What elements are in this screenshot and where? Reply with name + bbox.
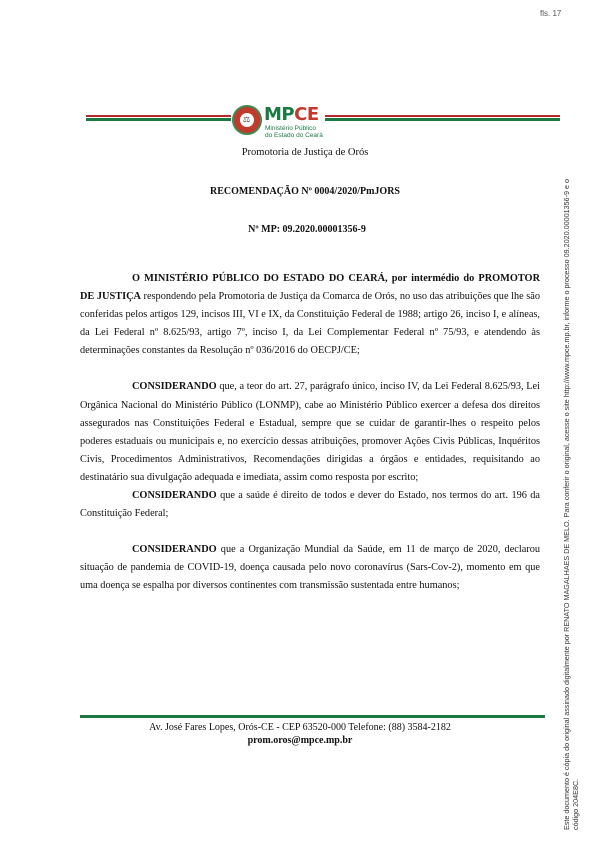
- paragraph-considerando-2: CONSIDERANDO que a saúde é direito de todos e dever do Estado, nos termos do art. 196 da Constituição Federal;: [80, 490, 540, 520]
- footer-email: prom.oros@mpce.mp.br: [247, 735, 353, 746]
- promotoria-name: Promotoria de Justiça de Orós: [241, 147, 369, 158]
- header-rule-left: [86, 115, 231, 121]
- document-title: RECOMENDAÇÃO Nº 0004/2020/PmJORS: [210, 186, 400, 197]
- document-body: [80, 270, 540, 596]
- paragraph-considerando-1: CONSIDERANDO que, a teor do art. 27, parágrafo único, inciso IV, da Lei Federal 8.625/93, Lei Orgânica Nacional do Ministério Público (LONMP), cabe ao Ministério Público exercer a defesa dos direitos assegurados nas Constituições Federal e Estadual, sempre que se cuidar de garantir-lhes o respeito pelos poderes estaduais ou municipais e, no exercício dessas atribuições, promover Ações Civis Públicas, Inquéritos Civis, Procedimentos Administrativos, Recomendações dirigidas a órgãos e entidades, requisitando ao destinatário sua divulgação adequada e imediata, assim como resposta por escrito;: [80, 381, 540, 483]
- footer-address: Av. José Fares Lopes, Orós-CE - CEP 63520-000 Telefone: (88) 3584-2182: [149, 722, 451, 733]
- logo-subtitle: Ministério Público do Estado do Ceará: [265, 125, 323, 139]
- page-number: fls. 17: [540, 9, 562, 18]
- mpce-logo: [232, 105, 324, 145]
- scales-of-justice-emblem-icon: ⚖: [232, 105, 262, 135]
- footer-rule: [80, 715, 545, 718]
- logo-wordmark: MPCE: [264, 104, 319, 125]
- digital-signature-stamp: [562, 50, 580, 830]
- mp-number: Nº MP: 09.2020.00001356-9: [248, 224, 366, 235]
- paragraph-considerando-3: CONSIDERANDO que a Organização Mundial da Saúde, em 11 de março de 2020, declarou situação de pandemia de COVID-19, doença causada pelo novo coronavírus (Sars-Cov-2), momento em que uma doença se espalha por diversos continentes com transmissão sustentada entre humanos;: [80, 544, 540, 592]
- stamp-line-2: código 204E8C.: [571, 778, 580, 830]
- paragraph-preamble: O MINISTÉRIO PÚBLICO DO ESTADO DO CEARÁ, por intermédio do PROMOTOR DE JUSTIÇA respondendo pela Promotoria de Justiça da Comarca de Orós, no uso das atribuições que lhe são conferidas pelos artigos 129, incisos III, VI e IX, da Constituição Federal de 1988; artigo 26, inciso I, e alíneas, da Lei Federal nº 8.625/93, artigo 7º, inciso I, da Lei Complementar Federal nº 75/93, e atendendo às determinações constantes da Resolução nº 036/2016 do OECPJ/CE;: [80, 273, 540, 357]
- header-rule-right: [325, 115, 560, 121]
- stamp-line-1: Este documento é cópia do original assinado digitalmente por RENATO MAGALHAES DE MELO. Para conferir o original, acesse o site http://www.mpce.mp.br, informe o processo 09.2020.00001356-9 e o: [562, 179, 571, 830]
